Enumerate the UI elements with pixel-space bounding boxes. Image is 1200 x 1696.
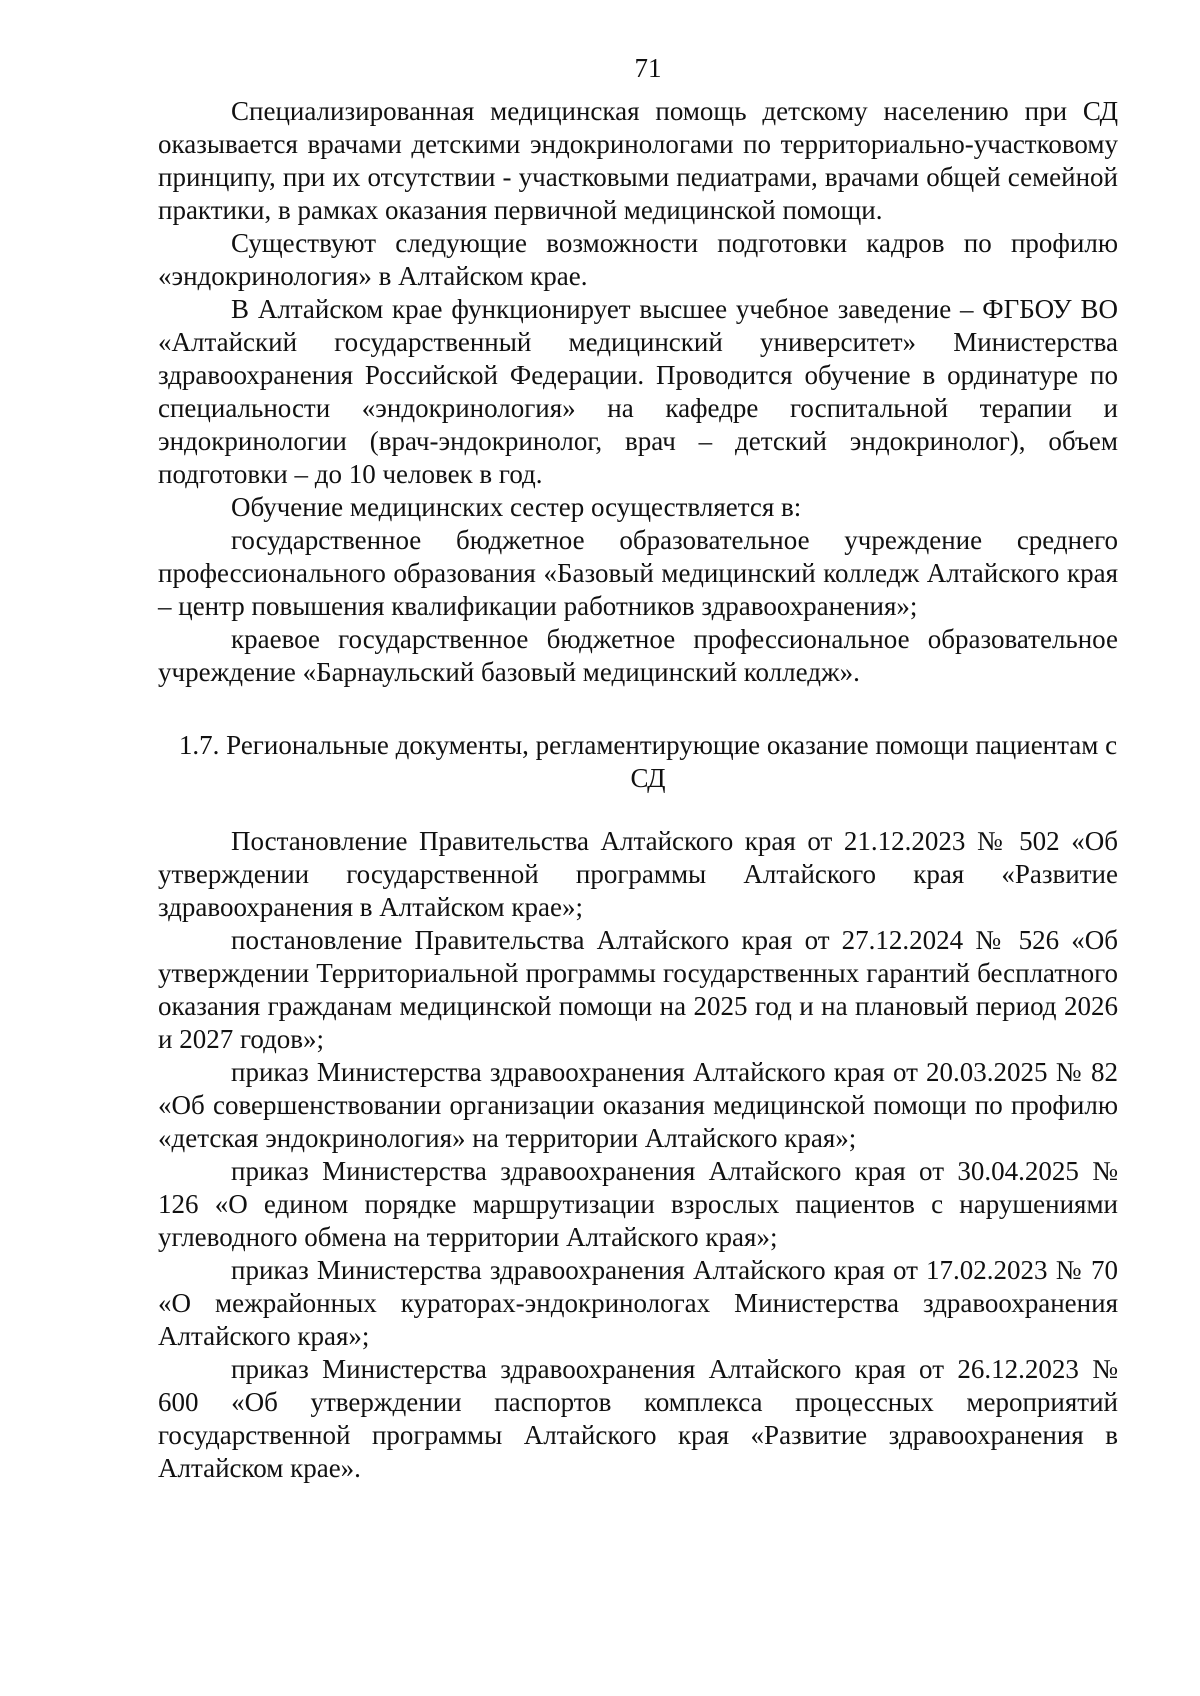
- section-heading: 1.7. Региональные документы, регламентирующие оказание помощи пациентам с СД: [178, 730, 1118, 793]
- paragraph: Обучение медицинских сестер осуществляется в:: [231, 492, 802, 522]
- document-page: [158, 52, 1118, 1485]
- paragraph: Существуют следующие возможности подготовки кадров по профилю «эндокринология» в Алтайском крае.: [158, 228, 1118, 291]
- paragraph: Специализированная медицинская помощь детскому населению при СД оказывается врачами детскими эндокринологами по территориально-участковому принципу, при их отсутствии - участковыми педиатрами, врачами общей семейной практики, в рамках оказания первичной медицинской помощи.: [158, 96, 1118, 225]
- paragraph: государственное бюджетное образовательное учреждение среднего профессионального образования «Базовый медицинский колледж Алтайского края – центр повышения квалификации работников здравоохранения»;: [158, 525, 1118, 621]
- paragraph: приказ Министерства здравоохранения Алтайского края от 17.02.2023 № 70 «О межрайонных кураторах-эндокринологах Министерства здравоохранения Алтайского края»;: [158, 1255, 1118, 1351]
- paragraph: Постановление Правительства Алтайского края от 21.12.2023 № 502 «Об утверждении государственной программы Алтайского края «Развитие здравоохранения в Алтайском крае»;: [158, 826, 1118, 922]
- paragraph: В Алтайском крае функционирует высшее учебное заведение – ФГБОУ ВО «Алтайский государственный медицинский университет» Министерства здравоохранения Российской Федерации. Проводится обучение в ординатуре по специальности «эндокринология» на кафедре госпитальной терапии и эндокринологии (врач-эндокринолог, врач – детский эндокринолог), объем подготовки – до 10 человек в год.: [158, 294, 1118, 489]
- page-number: 71: [634, 53, 662, 83]
- paragraph: приказ Министерства здравоохранения Алтайского края от 26.12.2023 № 600 «Об утверждении паспортов комплекса процессных мероприятий государственной программы Алтайского края «Развитие здравоохранения в Алтайском крае».: [158, 1354, 1118, 1483]
- paragraph: приказ Министерства здравоохранения Алтайского края от 30.04.2025 № 126 «О едином порядке маршрутизации взрослых пациентов с нарушениями углеводного обмена на территории Алтайского края»;: [158, 1156, 1118, 1252]
- paragraph: приказ Министерства здравоохранения Алтайского края от 20.03.2025 № 82 «Об совершенствовании организации оказания медицинской помощи по профилю «детская эндокринология» на территории Алтайского края»;: [158, 1057, 1118, 1153]
- paragraph: краевое государственное бюджетное профессиональное образовательное учреждение «Барнаульский базовый медицинский колледж».: [158, 624, 1118, 687]
- body-text-top: [158, 95, 1118, 689]
- paragraph: постановление Правительства Алтайского края от 27.12.2024 № 526 «Об утверждении Территориальной программы государственных гарантий бесплатного оказания гражданам медицинской помощи на 2025 год и на плановый период 2026 и 2027 годов»;: [158, 925, 1118, 1054]
- body-text-bottom: [158, 825, 1118, 1485]
